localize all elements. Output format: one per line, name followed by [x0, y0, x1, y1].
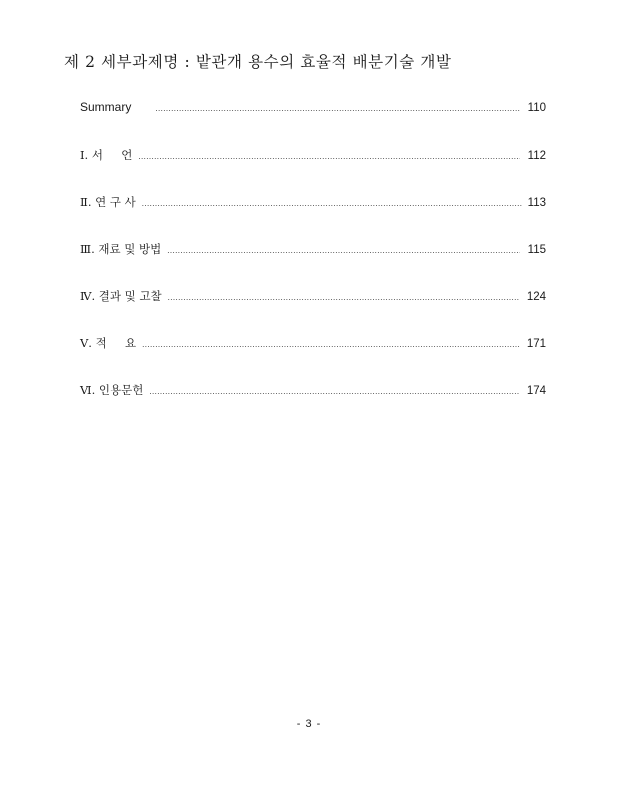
page-number: - 3 - — [296, 718, 322, 730]
toc-entry-materials-methods — [80, 241, 546, 288]
toc-entry-introduction — [80, 147, 546, 194]
toc-entry-page: 174 — [526, 385, 546, 397]
toc-leader-dots — [149, 388, 520, 396]
toc-leader-dots — [168, 294, 520, 302]
page-title: 제 2 세부과제명 : 밭관개 용수의 효율적 배분기술 개발 — [64, 53, 452, 71]
toc-entry-abstract — [80, 335, 546, 382]
table-of-contents — [80, 100, 546, 429]
toc-entry-page: 112 — [527, 150, 546, 162]
toc-entry-page: 110 — [527, 102, 546, 114]
toc-leader-dots — [138, 153, 520, 161]
toc-entry-label: Summary — [80, 100, 132, 114]
toc-entry-label: Ⅰ. 서 언 — [80, 148, 133, 162]
toc-entry-references — [80, 382, 546, 429]
toc-leader-dots — [142, 341, 520, 349]
toc-entry-label: Ⅵ. 인용문헌 — [80, 383, 144, 397]
toc-entry-label: Ⅲ. 재료 및 방법 — [80, 242, 162, 256]
toc-entry-page: 124 — [526, 291, 546, 303]
toc-entry-page: 171 — [526, 338, 546, 350]
toc-leader-dots — [155, 105, 520, 113]
toc-entry-label: Ⅳ. 결과 및 고찰 — [80, 289, 162, 303]
toc-entry-label: Ⅴ. 적 요 — [80, 336, 137, 350]
toc-entry-summary — [80, 100, 546, 147]
toc-entry-page: 113 — [527, 197, 546, 209]
toc-entry-literature-review — [80, 194, 546, 241]
toc-entry-results-discussion — [80, 288, 546, 335]
toc-entry-label: Ⅱ. 연 구 사 — [80, 195, 136, 209]
toc-leader-dots — [167, 247, 520, 255]
toc-leader-dots — [142, 200, 522, 208]
toc-entry-page: 115 — [527, 244, 546, 256]
